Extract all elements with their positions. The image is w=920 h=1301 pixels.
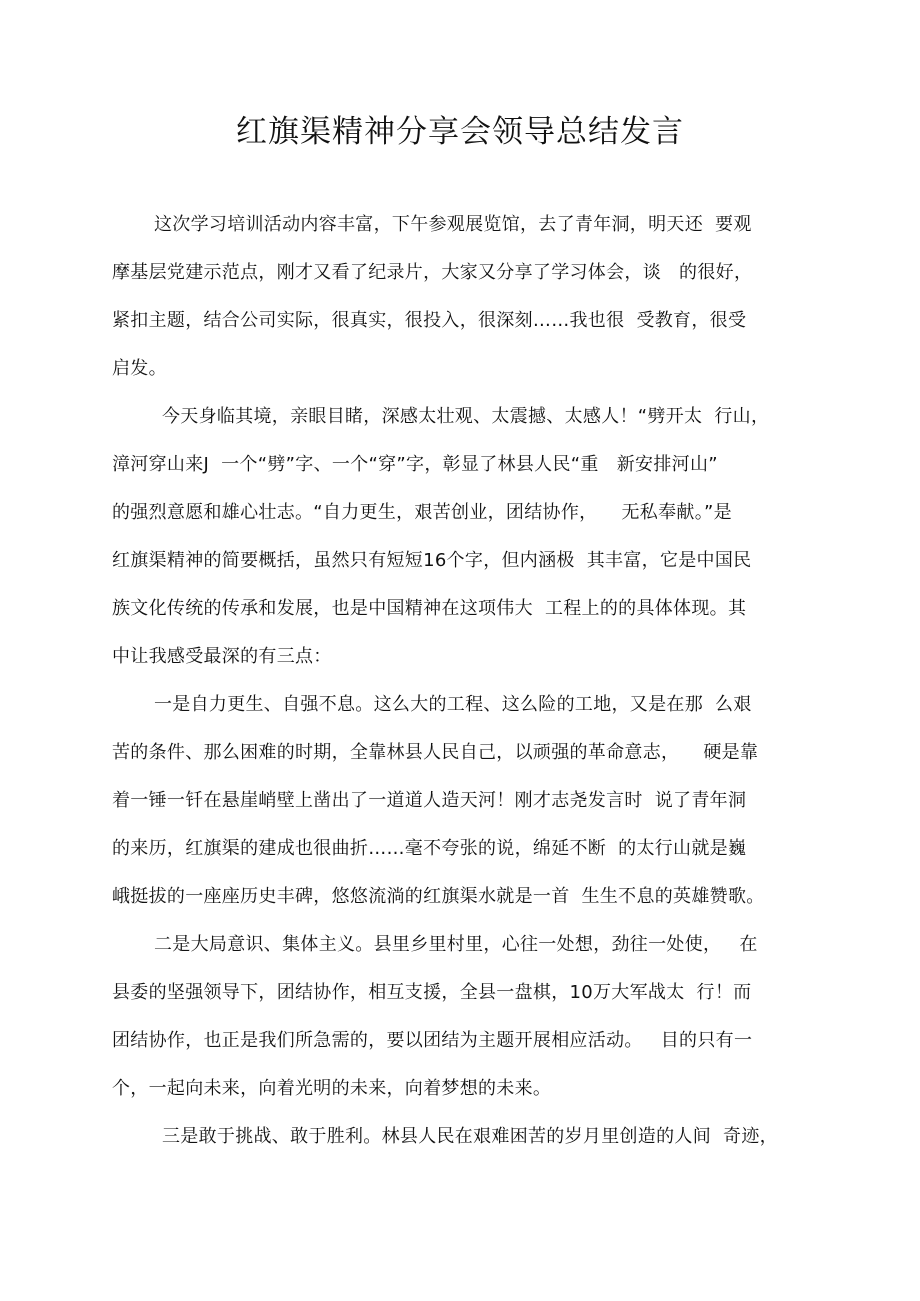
paragraph-line: 苦的条件、那么困难的时期，全靠林县人民自己，以顽强的革命意志， 硬是靠 (112, 742, 759, 763)
paragraph-line: 一是自力更生、自强不息。这么大的工程、这么险的工地，又是在那 么艰 (154, 694, 752, 715)
paragraph-line: 摩基层党建示范点，刚才又看了纪录片，大家又分享了学习体会，谈 的很好， (112, 262, 753, 283)
paragraph-line: 启发。 (112, 358, 167, 379)
paragraph-line: 个，一起向未来，向着光明的未来，向着梦想的未来。 (112, 1078, 552, 1099)
paragraph-line: 团结协作，也正是我们所急需的，要以团结为主题开展相应活动。 目的只有一 (112, 1030, 753, 1051)
paragraph-line: 县委的坚强领导下，团结协作，相互支援，全县一盘棋，10万大军战太 行！而 (112, 982, 752, 1003)
paragraph-line: 峨挺拔的一座座历史丰碑，悠悠流淌的红旗渠水就是一首 生生不息的英雄赞歌。 (112, 886, 765, 907)
document-title: 红旗渠精神分享会领导总结发言 (236, 114, 684, 150)
paragraph-line: 二是大局意识、集体主义。县里乡里村里，心往一处想，劲往一处使， 在 (154, 934, 758, 955)
paragraph-line: 红旗渠精神的简要概括，虽然只有短短16个字，但内涵极 其丰富，它是中国民 (112, 550, 752, 571)
paragraph-line: 的强烈意愿和雄心壮志。“自力更生，艰苦创业，团结协作， 无私奉献。”是 (112, 502, 732, 523)
paragraph-line: 紧扣主题，结合公司实际，很真实，很投入，很深刻……我也很 受教育，很受 (112, 310, 747, 331)
paragraph-line: 的来历，红旗渠的建成也很曲折……毫不夸张的说，绵延不断 的太行山就是巍 (112, 838, 747, 859)
paragraph-line: 这次学习培训活动内容丰富，下午参观展览馆，去了青年洞，明天还 要观 (154, 214, 752, 235)
paragraph-line: 漳河穿山来J 一个“劈”字、一个“穿”字，彰显了林县人民“重 新安排河山” (112, 454, 718, 475)
paragraph-line: 中让我感受最深的有三点： (112, 646, 332, 667)
paragraph-line: 三是敢于挑战、敢于胜利。林县人民在艰难困苦的岁月里创造的人间 奇迹， (162, 1126, 778, 1147)
paragraph-line: 今天身临其境，亲眼目睹，深感太壮观、太震撼、太感人！“劈开太 行山， (162, 406, 770, 427)
paragraph-line: 着一锤一钎在悬崖峭壁上凿出了一道道人造天河！刚才志尧发言时 说了青年洞 (112, 790, 747, 811)
paragraph-line: 族文化传统的传承和发展，也是中国精神在这项伟大 工程上的的具体体现。其 (112, 598, 747, 619)
